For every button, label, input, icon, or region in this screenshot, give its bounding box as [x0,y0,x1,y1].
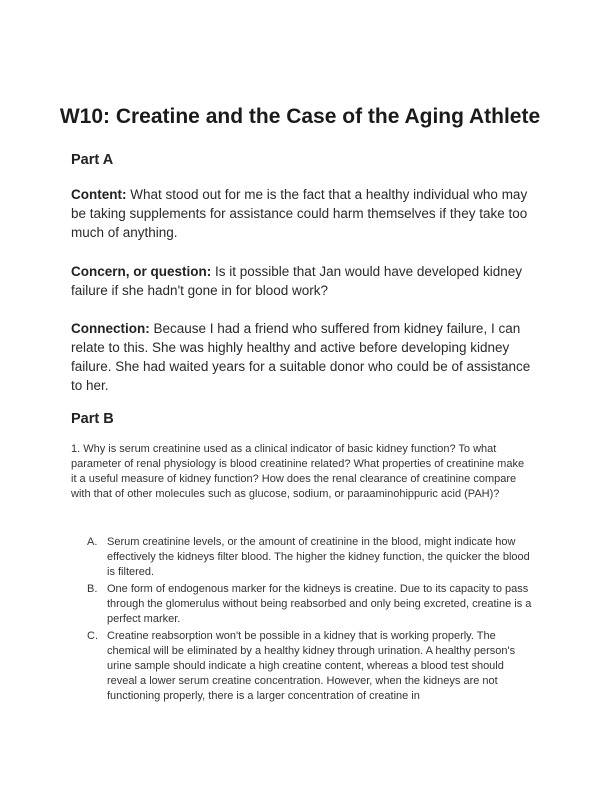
answer-marker: B. [87,583,98,595]
question-1-text: 1. Why is serum creatinine used as a clinical indicator of basic kidney function? To what parameter of renal physiology is blood creatinine related? What properties of creatinine make it a useful measure of kidney function? How does the renal clearance of creatinine compare with that of other molecules such as glucose, sodium, or paraaminohippuric acid (PAH)? [71,443,525,500]
answer-text: Serum creatinine levels, or the amount of creatinine in the blood, might indicate how effectively the kidneys filter blood. The higher the kidney function, the quicker the blood is filtered. [107,536,530,578]
content-text: What stood out for me is the fact that a healthy individual who may be taking supplements for assistance could harm themselves if they take too much of anything. [71,187,528,240]
answer-item-b [87,582,533,627]
content-paragraph [71,185,531,242]
answer-item-a [87,535,533,580]
concern-label: Concern, or question: [71,264,212,279]
concern-paragraph [71,262,531,300]
connection-label: Connection: [71,321,150,336]
connection-paragraph [71,319,531,395]
connection-text: Because I had a friend who suffered from kidney failure, I can relate to this. She was highly healthy and active before developing kidney failure. She had waited years for a suitable donor who could be of assistance to her. [71,321,531,393]
answer-marker: C. [87,630,98,642]
answer-marker: A. [87,536,98,548]
part-a-heading: Part A [71,152,114,168]
part-b-heading: Part B [71,411,114,427]
content-label: Content: [71,187,127,202]
answer-text: Creatine reabsorption won't be possible in a kidney that is working properly. The chemical will be eliminated by a healthy kidney through urination. A healthy person's urine sample should indicate a high creatine content, whereas a blood test should reveal a lower serum creatine concentration. However, when the kidneys are not functioning properly, there is a larger concentration of creatine in [107,630,516,702]
answer-item-c [87,629,533,704]
document-title: W10: Creatine and the Case of the Aging Athlete [59,105,541,128]
concern-text: Is it possible that Jan would have developed kidney failure if she hadn't gone in for blood work? [71,264,522,298]
answer-text: One form of endogenous marker for the kidneys is creatine. Due to its capacity to pass through the glomerulus without being reabsorbed and only being excreted, creatine is a perfect marker. [107,583,532,625]
